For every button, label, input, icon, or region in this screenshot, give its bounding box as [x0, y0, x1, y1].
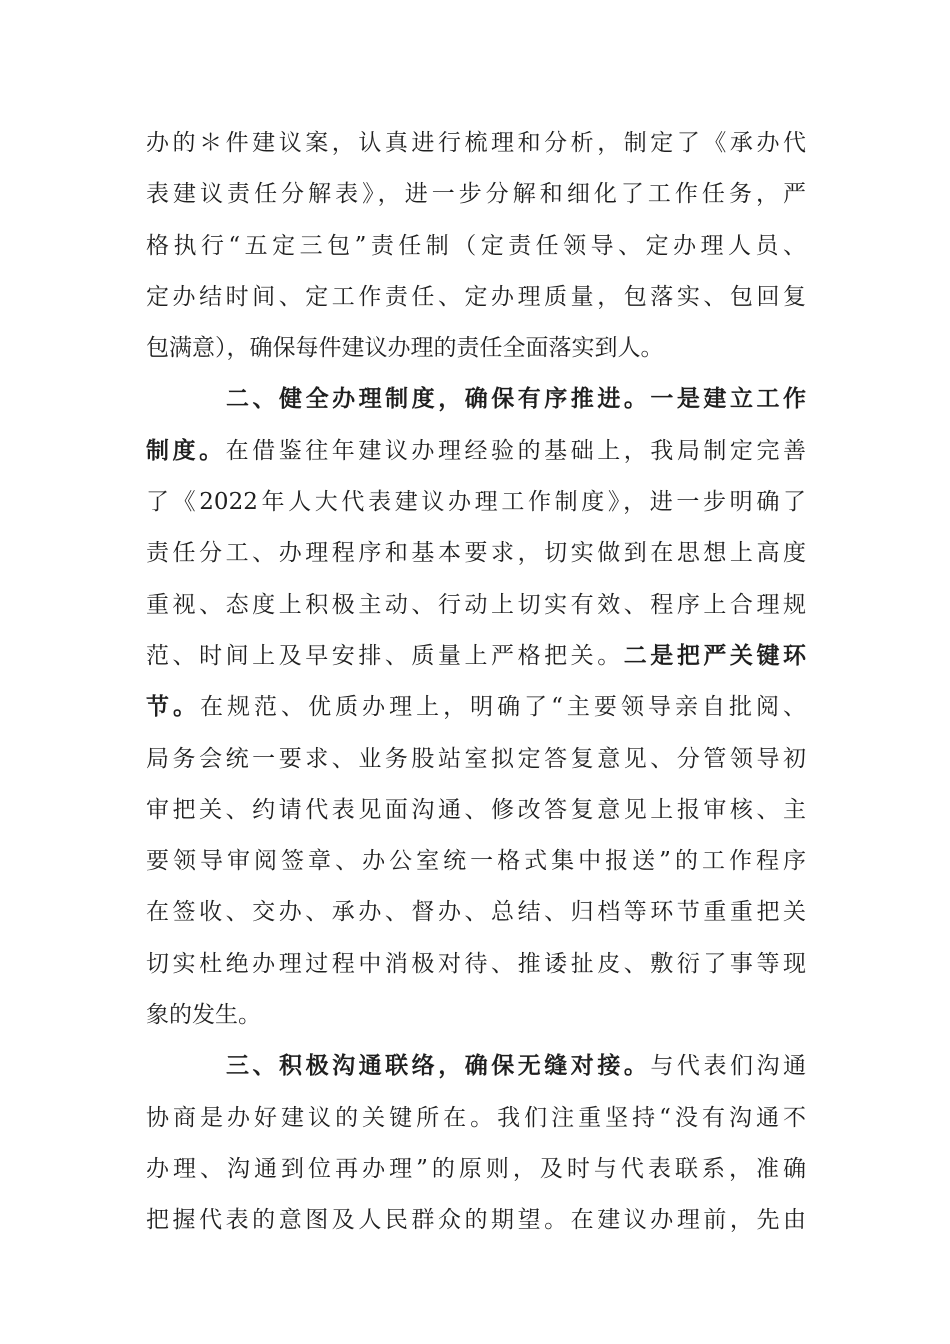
text-line: [146, 272, 806, 323]
text-run: 格执行“五定三包”责任制（定责任领导、定办理人员、: [146, 232, 806, 259]
text-run: 局务会统一要求、业务股站室拟定答复意见、分管领导初: [146, 745, 806, 772]
text-run: 在规范、优质办理上，明确了“主要领导亲自批阅、: [200, 694, 806, 721]
text-line: [146, 118, 806, 169]
text-line: [146, 477, 806, 528]
text-line: [146, 887, 806, 938]
section-heading: 三、积极沟通联络，确保无缝对接。: [226, 1053, 651, 1080]
section-heading-line: [146, 374, 806, 425]
text-run: 办理、沟通到位再办理”的原则，及时与代表联系，准确: [146, 1155, 806, 1182]
text-line: [146, 682, 806, 733]
text-run: 定办结时间、定工作责任、定办理质量，包落实、包回复: [146, 283, 806, 310]
text-line: [146, 631, 806, 682]
text-run: 包满意），确保每件建议办理的责任全面落实到人。: [146, 335, 664, 362]
section-heading: 二、健全办理制度，确保有序推进。一是建立工作: [226, 386, 806, 413]
text-line: [146, 169, 806, 220]
text-line: [146, 1144, 806, 1195]
text-run: 在借鉴往年建议办理经验的基础上，我局制定完善: [225, 437, 806, 464]
text-run: 协商是办好建议的关键所在。我们注重坚持“没有沟通不: [146, 1104, 806, 1131]
text-run: 与代表们沟通: [650, 1053, 806, 1080]
subheading: 二是把严关键环: [623, 642, 806, 669]
section-heading-line: [146, 1041, 806, 1092]
text-run: 切实杜绝办理过程中消极对待、推诿扯皮、敷衍了事等现: [146, 950, 806, 977]
text-run: 责任分工、办理程序和基本要求，切实做到在思想上高度: [146, 540, 806, 567]
text-run: 象的发生。: [146, 1002, 261, 1029]
text-run: 表建议责任分解表》，进一步分解和细化了工作任务，严: [146, 181, 806, 208]
text-line: [146, 734, 806, 785]
subheading: 制度。: [146, 437, 226, 464]
text-line: [146, 939, 806, 990]
text-line: [146, 580, 806, 631]
text-line: [146, 1093, 806, 1144]
subheading: 节。: [146, 694, 201, 721]
text-run: 办的＊件建议案，认真进行梳理和分析，制定了《承办代: [146, 130, 806, 156]
text-line: [146, 785, 806, 836]
body-text: [146, 118, 806, 1247]
text-run: 重视、态度上积极主动、行动上切实有效、程序上合理规: [146, 591, 806, 618]
text-line: [146, 528, 806, 579]
text-line: [146, 990, 806, 1041]
text-run: 范、时间上及早安排、质量上严格把关。: [146, 642, 624, 669]
text-run: 在签收、交办、承办、督办、总结、归档等环节重重把关: [146, 899, 806, 926]
text-line: [146, 1195, 806, 1246]
text-line: [146, 836, 806, 887]
text-run: 把握代表的意图及人民群众的期望。在建议办理前，先由: [146, 1207, 806, 1234]
text-run: 审把关、约请代表见面沟通、修改答复意见上报审核、主: [146, 796, 806, 823]
text-line: [146, 426, 806, 477]
text-line: [146, 323, 806, 374]
text-run: 要领导审阅签章、办公室统一格式集中报送”的工作程序: [146, 848, 806, 875]
text-line: [146, 221, 806, 272]
text-run: 了《2022年人大代表建议办理工作制度》，进一步明确了: [146, 489, 806, 516]
